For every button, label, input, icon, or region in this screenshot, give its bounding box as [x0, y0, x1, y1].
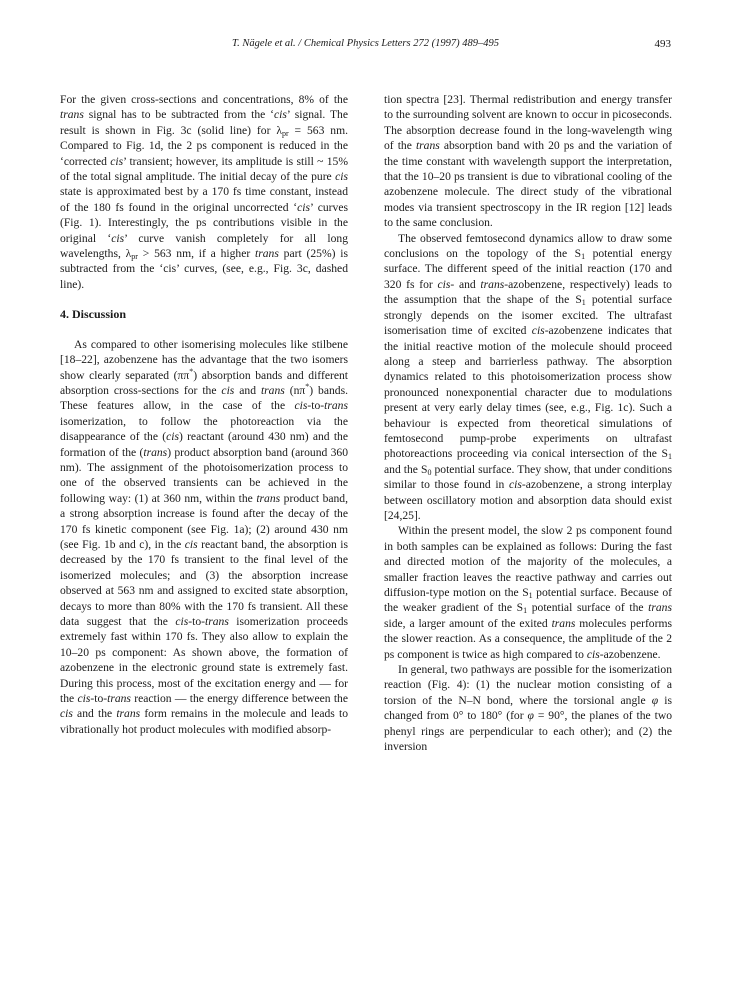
right-paragraph-4: In general, two pathways are possible for the isomerization reaction (Fig. 4): (1) the nuclear motion consisting of a torsion of the N–N bond, where the torsional angle φ is changed from 0° to 180° (for φ = 90°, the planes of the two phenyl rings are perpendicular to each other); and (2) the inversion [384, 663, 672, 754]
right-column [384, 92, 672, 754]
section-heading: 4. Discussion [60, 307, 127, 322]
right-paragraph-3: Within the present model, the slow 2 ps component found in both samples can be explained as follows: During the fast and directed motion of the majority of the molecules, a smaller fraction leaves the reactive pathway and carries out diffusion-type motion on the $S_1$ potential surface. Because of the weaker gradient of the $S_1$ potential surface of the trans side, a larger amount of the exited trans molecules performs the slower reaction. As a consequence, the amplitude of the 2 ps component is twice as high compared to cis-azobenzene. [384, 524, 672, 661]
left-paragraph-2: As compared to other isomerising molecules like stilbene [18–22], azobenzene has the advantage that the two isomers show clearly separated (ππ*) absorption bands and different absorption cross-sections for the cis and trans (nπ*) bands. These features allow, in the case of the cis-to-trans isomerization, to follow the photoreaction via the disappearance of the (cis) reactant (around 430 nm) and the formation of the (trans) product absorption band (around 360 nm). The assignment of the photoisomerization process to one of the observed transients can be achieved in the following way: (1) at 360 nm, within the trans product band, a strong absorption increase is found after the decay of the 170 fs kinetic component (see Fig. 1a); (2) around 430 nm (see Fig. 1b and c), in the cis reactant band, the absorption is decreased by the 170 fs transient to the final level of the isomerized molecules; and (3) the absorption increase observed at 563 nm and assigned to excited state absorption, decays to more than 80% with the 170 fs transient. All these data suggest that the cis-to-trans isomerization proceeds extremely fast within 170 fs. They also allow to explain the 10–20 ps component: As shown above, the formation of azobenzene in the electronic ground state is extremely fast. During this process, most of the excitation energy and — for the cis-to-trans reaction — the energy difference between the cis and the trans form remains in the molecule and leads to vibrationally hot product molecules with modified absorp- [60, 337, 349, 736]
page-header [60, 38, 671, 54]
page-number: 493 [654, 38, 671, 50]
left-column [60, 92, 348, 737]
left-paragraph-1: For the given cross-sections and concentrations, 8% of the trans signal has to be subtracted from the ‘cis’ signal. The result is shown in Fig. 3c (solid line) for $\lambda_{pr} = 563$ nm. Compared to Fig. 1d, the 2 ps component is reduced in the ‘corrected cis’ transient; however, its amplitude is still ~ 15% of the total signal amplitude. The initial decay of the pure cis state is approximated best by a 170 fs time constant, instead of the 180 fs found in the original uncorrected ‘cis’ curves (Fig. 1). Interestingly, the ps contributions visible in the original ‘cis’ curve vanish completely for all long wavelengths, $\lambda_{pr} > 563$ nm, if a higher trans part (25%) is subtracted from the ‘cis’ curves, (see, e.g., Fig. 3c, dashed line). [60, 93, 348, 291]
right-paragraph-2: The observed femtosecond dynamics allow to draw some conclusions on the topology of the $S_1$ potential energy surface. The different speed of the initial reaction (170 and 320 fs for cis- and trans-azobenzene, respectively) leads to the assumption that the shape of the $S_1$ potential surface strongly depends on the isomer excited. The ultrafast isomerisation time of excited cis-azobenzene indicates that the initial reactive motion of the molecule should proceed along a steep and barrierless pathway. The absorption dynamics related to this photoisomerization process show pronounced nonexponential character due to modulations present at very early delay times (see, e.g., Fig. 1c). Such a behaviour is expected from theoretical simulations of femtosecond pump-probe experiments on ultrafast photoreactions proceeding via conical intersection of the $S_1$ and the $S_0$ potential surface. They show, that under conditions similar to those found in cis-azobenzene, a strong interplay between oscillatory motion and absorption data should exist [24,25]. [384, 231, 673, 522]
running-head: T. Nägele et al. / Chemical Physics Letters 272 (1997) 489–495 [232, 38, 499, 49]
right-paragraph-1: tion spectra [23]. Thermal redistribution and energy transfer to the surrounding solvent are known to occur in picoseconds. The absorption decrease found in the long-wavelength wing of the trans absorption band with 20 ps and the variation of the time constant with wavelength support the interpretation, that the 10–20 ps transient is due to vibrational cooling of the azobenzene molecule. The direct study of the vibrational modes via transient spectroscopy in the IR region [12] leads to the same conclusion. [384, 93, 672, 230]
